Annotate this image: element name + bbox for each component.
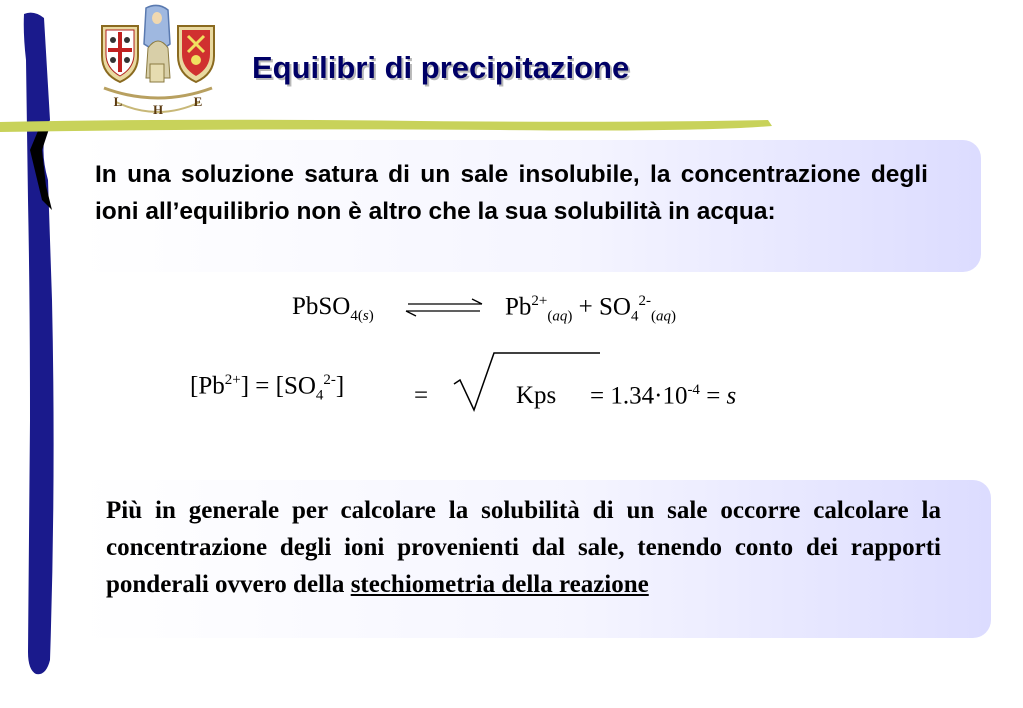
equation-lhs: $[Pb^{2+}] = [SO_4^{2-}]$ [190,372,345,404]
title-underline-rule [0,116,780,138]
crest-shield-left [102,26,138,82]
equation-radicand: Kps [516,382,557,409]
equation-reactant: PbSO$_{4(s)}$ [292,293,374,324]
summary-text: Più in generale per calcolare la solubilità di un sale occorre calcolare la concentrazione degli ioni provenienti dal sale, tenendo conto dei rapporti ponderali ovvero della [106,497,941,598]
crest-shield-right [178,26,214,82]
left-decorative-bar [0,0,70,708]
crest-logo [96,4,220,122]
equation-products: $Pb^{2+}_{(aq)} + SO_4^{2-}_{(aq)}$ [505,293,676,325]
logo-letter-h: H [152,102,164,117]
equilibrium-arrows [402,298,486,318]
crest-center-figure [144,5,170,82]
summary-underlined-text: stechiometria della reazione [350,571,649,598]
logo-letter-e: E [193,94,203,109]
equation-equals-sign: = [414,382,429,409]
summary-paragraph [106,492,941,603]
equation-value: = $1.34\cdot 10^{-4} = s$ [590,382,737,410]
slide-title: Equilibri di precipitazione [252,50,630,85]
logo-letter-l: L [113,94,123,109]
intro-paragraph: In una soluzione satura di un sale insolubile, la concentrazione degli ioni all’equilibrio non è altro che la sua solubilità in acqua: [95,161,928,225]
